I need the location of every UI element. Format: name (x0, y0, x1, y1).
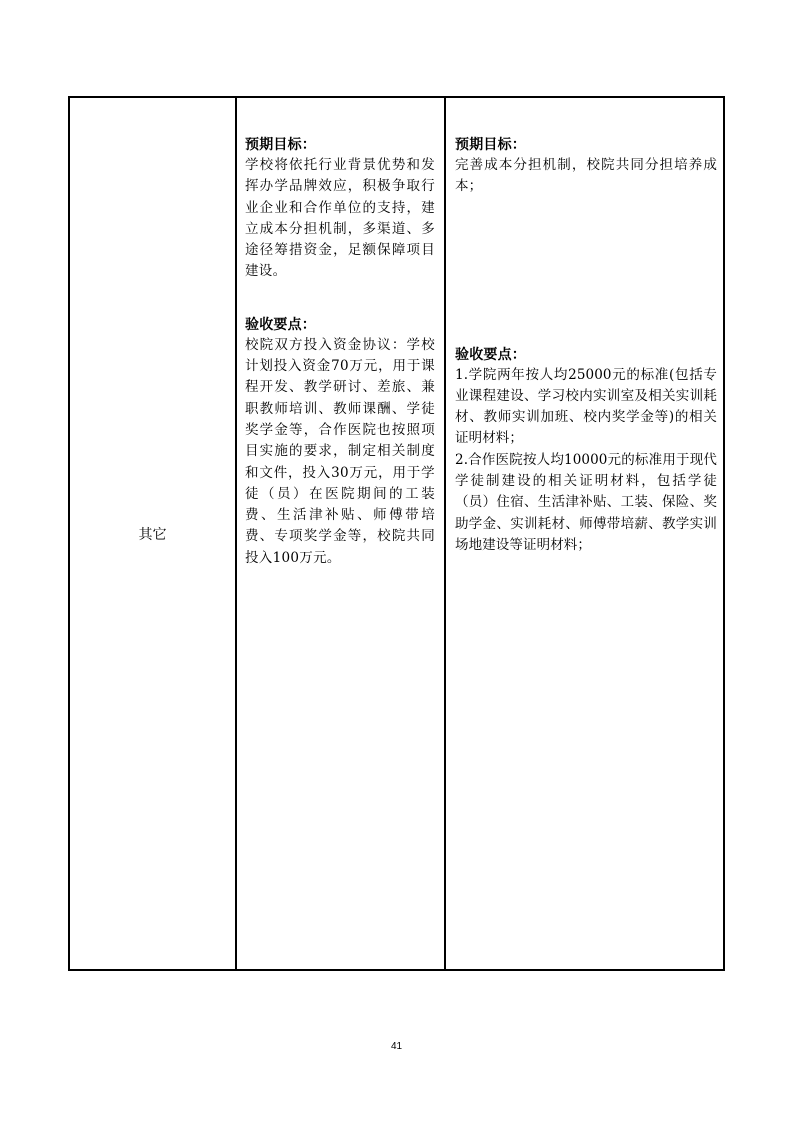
acceptance-points-heading: 验收要点： (245, 316, 316, 333)
expected-goal-heading: 预期目标： (245, 137, 316, 153)
content-table (68, 96, 725, 971)
expected-and-acceptance-column (245, 135, 435, 569)
acceptance-points-text: 校院双方投入资金协议：学校计划投入资金70万元，用于课程开发、教学研讨、差旅、兼职教师培训、教师课酬、学徒奖学金等，合作医院也按照项目实施的要求，制定相关制度和文件，投入30万元，用于学徒（员）在医院期间的工装费、生活津补贴、师傅带培费、专项奖学金等，校院共同投入100万元。 (245, 336, 435, 566)
column-divider (235, 98, 237, 969)
acceptance-item-2: 2.合作医院按人均10000元的标准用于现代学徒制建设的相关证明材料，包括学徒（员）住宿、生活津补贴、工装、保险、奖助学金、实训耗材、师傅带培薪、教学实训场地建设等证明材料； (455, 451, 717, 553)
expected-goal-text: 学校将依托行业背景优势和发挥办学品牌效应，积极争取行业企业和合作单位的支持，建立成本分担机制，多渠道、多途径筹措资金，足额保障项目建设。 (245, 157, 435, 280)
column-divider (444, 98, 446, 969)
row-label: 其它 (138, 526, 167, 543)
page-number: 41 (390, 1041, 403, 1052)
expected-goal-text: 完善成本分担机制，校院共同分担培养成本； (455, 157, 717, 195)
acceptance-item-1: 1.学院两年按人均25000元的标准(包括专业课程建设、学习校内实训室及相关实训耗材、教师实训加班、校内奖学金等)的相关证明材料； (455, 366, 717, 447)
measures-column (455, 135, 717, 556)
expected-goal-heading: 预期目标： (455, 137, 526, 153)
acceptance-points-heading: 验收要点： (455, 346, 526, 363)
